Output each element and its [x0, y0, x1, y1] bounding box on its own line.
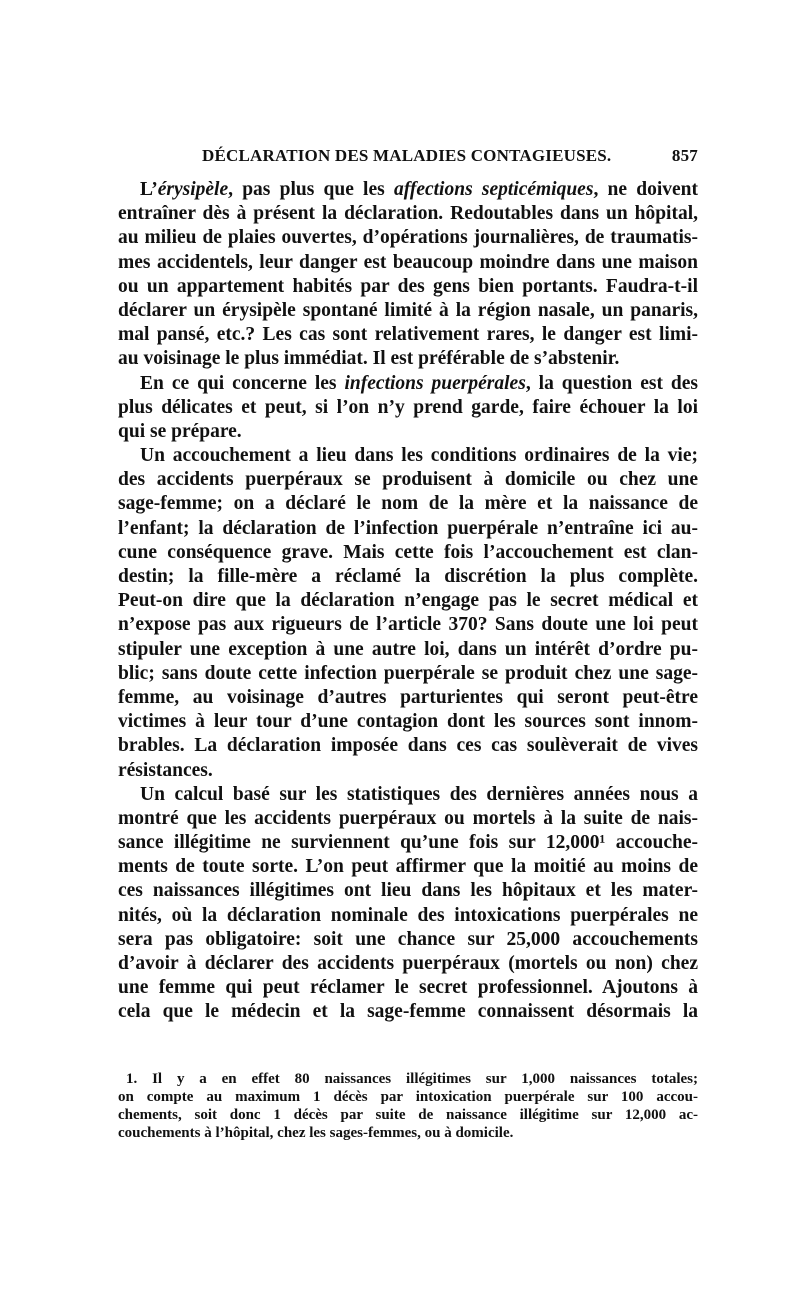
- text-line: une femme qui peut réclamer le secret professionnel. Ajoutons à: [118, 977, 698, 999]
- text-line: des accidents puerpéraux se produisent à domicile ou chez une: [118, 469, 698, 491]
- running-header: [118, 146, 698, 170]
- paragraph-erysipele: [118, 178, 698, 372]
- text-line: nités, où la déclaration nominale des intoxications puerpérales ne: [118, 904, 698, 926]
- text-line: Un accouchement a lieu dans les conditions ordinaires de la vie;: [140, 445, 698, 467]
- text-line: qui se prépare.: [118, 420, 242, 442]
- text-line: victimes à leur tour d’une contagion dont les sources sont innom-: [118, 711, 698, 733]
- text-line: déclarer un érysipèle spontané limité à la région nasale, un panaris,: [118, 299, 698, 321]
- paragraph-infections-puerperales: [118, 372, 698, 445]
- text-line: montré que les accidents puerpéraux ou mortels à la suite de nais-: [118, 807, 698, 829]
- text-line: d’avoir à déclarer des accidents puerpéraux (mortels ou non) chez: [118, 953, 698, 974]
- body-text: [118, 178, 698, 1025]
- footnote: [118, 1070, 698, 1142]
- text-line: Un calcul basé sur les statistiques des dernières années nous a: [140, 783, 698, 805]
- text-line: entraîner dès à présent la déclaration. Redoutables dans un hôpital,: [118, 203, 698, 225]
- text-line: mal pansé, etc.? Les cas sont relativement rares, le danger est limi-: [118, 324, 698, 346]
- footnote-line: 1. Il y a en effet 80 naissances illégitimes sur 1,000 naissances totales;: [126, 1071, 698, 1087]
- text-line: mes accidentels, leur danger est beaucoup moindre dans une maison: [118, 251, 698, 273]
- footnote-line: couchements à l’hôpital, chez les sages-femmes, ou à domicile.: [118, 1125, 514, 1141]
- text-line: sance illégitime ne surviennent qu’une fois sur 12,000¹ accouche-: [118, 832, 698, 854]
- text-line: cela que le médecin et la sage-femme connaissent désormais la: [118, 1001, 698, 1023]
- text-line: cune conséquence grave. Mais cette fois l’accouchement est clan-: [118, 541, 698, 563]
- text-line: blic; sans doute cette infection puerpérale se produit chez une sage-: [118, 662, 698, 684]
- paragraph-accouchement: [118, 444, 698, 783]
- text-line: au milieu de plaies ouvertes, d’opérations journalières, de traumatis-: [118, 227, 698, 249]
- text-line: n’expose pas aux rigueurs de l’article 370? Sans doute une loi peut: [118, 614, 698, 636]
- text-line: sera pas obligatoire: soit une chance sur 25,000 accouchements: [118, 928, 698, 950]
- text-line: l’enfant; la déclaration de l’infection puerpérale n’entraîne ici au-: [118, 517, 698, 539]
- footnote-line: on compte au maximum 1 décès par intoxication puerpérale sur 100 accou-: [118, 1089, 698, 1105]
- text-line: brables. La déclaration imposée dans ces cas soulèverait de vives: [118, 735, 698, 757]
- paragraph-calcul: [118, 783, 698, 1025]
- text-line: ou un appartement habités par des gens bien portants. Faudra-t-il: [118, 275, 698, 297]
- text-line: femme, au voisinage d’autres parturientes qui seront peut-être: [118, 686, 698, 708]
- text-line: En ce qui concerne les infections puerpérales, la question est des: [140, 372, 698, 394]
- text-line: sage-femme; on a déclaré le nom de la mère et la naissance de: [118, 493, 698, 515]
- text-line: L’érysipèle, pas plus que les affections septicémiques, ne doivent: [140, 179, 698, 200]
- text-line: ments de toute sorte. L’on peut affirmer que la moitié au moins de: [118, 856, 698, 878]
- text-line: plus délicates et peut, si l’on n’y prend garde, faire échouer la loi: [118, 396, 698, 418]
- text-line: résistances.: [118, 759, 213, 781]
- footnote-line: chements, soit donc 1 décès par suite de naissance illégitime sur 12,000 ac-: [118, 1107, 698, 1123]
- running-title: DÉCLARATION DES MALADIES CONTAGIEUSES.: [202, 146, 612, 165]
- text-line: destin; la fille-mère a réclamé la discrétion la plus complète.: [118, 566, 698, 587]
- text-line: au voisinage le plus immédiat. Il est préférable de s’abstenir.: [118, 348, 620, 370]
- page-number: 857: [671, 146, 698, 165]
- text-line: stipuler une exception à une autre loi, dans un intérêt d’ordre pu-: [118, 638, 698, 660]
- text-line: Peut-on dire que la déclaration n’engage pas le secret médical et: [118, 590, 698, 612]
- text-line: ces naissances illégitimes ont lieu dans les hôpitaux et les mater-: [118, 880, 698, 902]
